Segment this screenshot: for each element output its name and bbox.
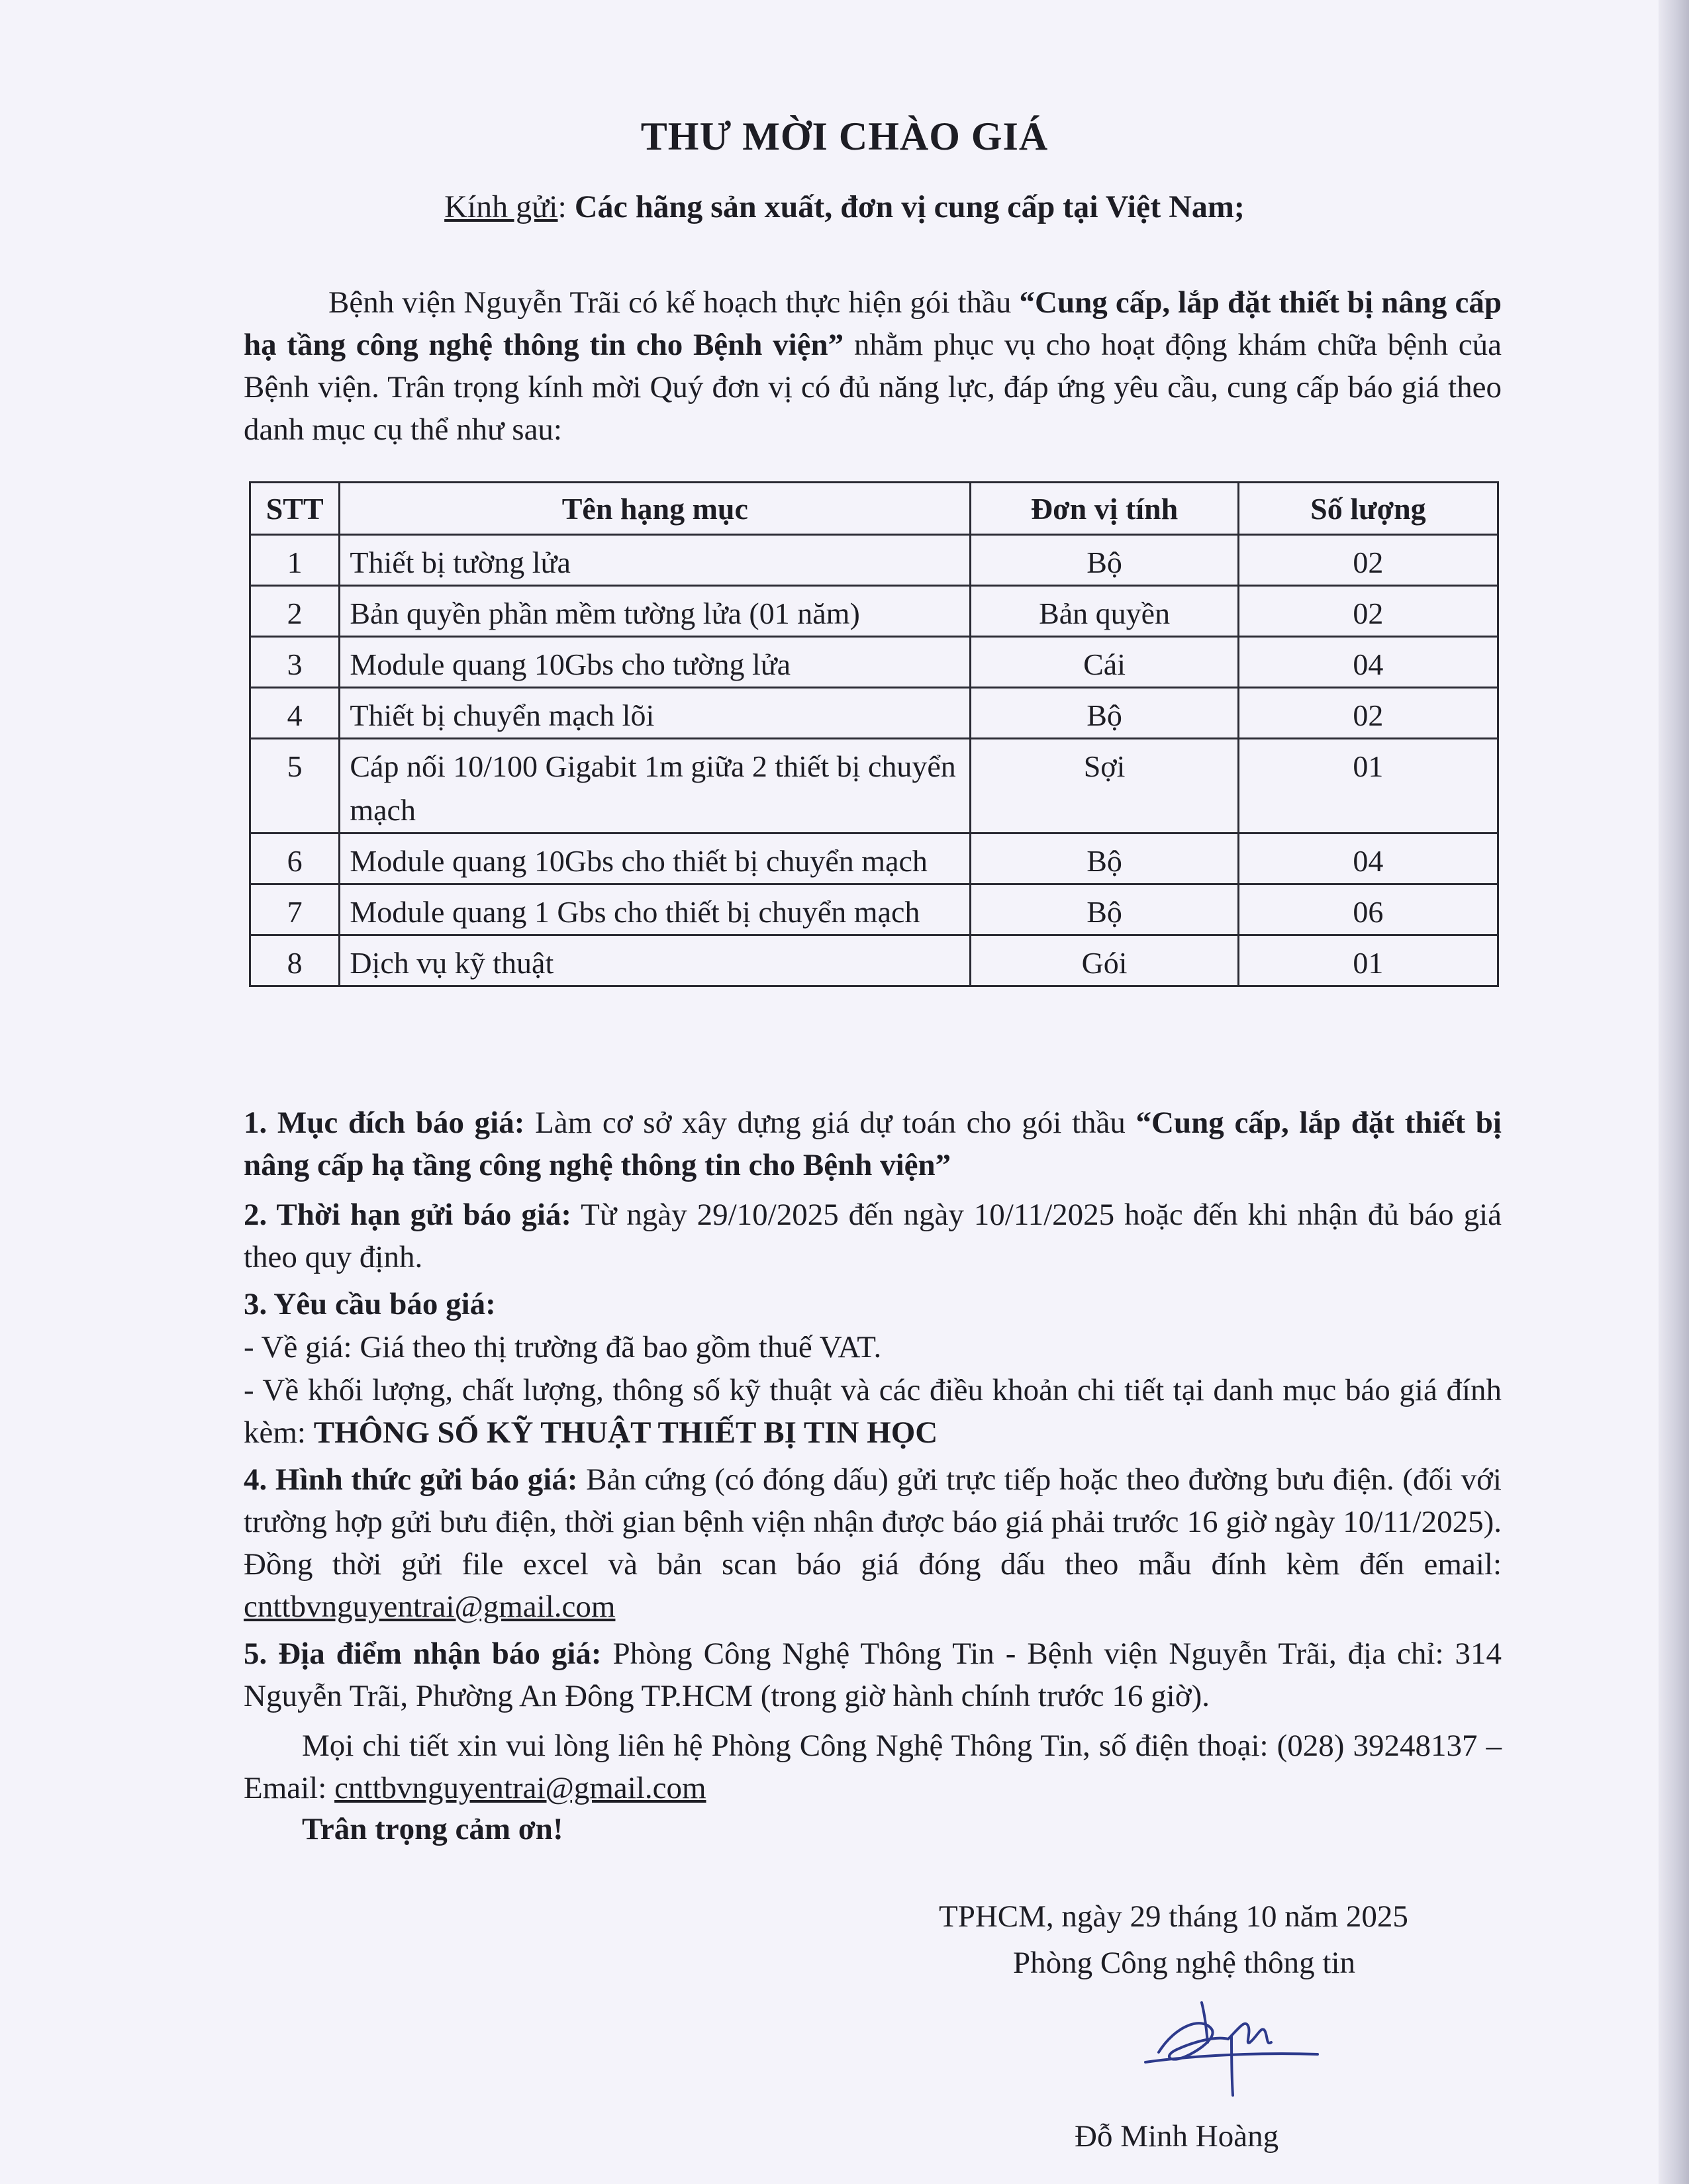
row-qty: 01 xyxy=(1238,935,1498,986)
signature-date: TPHCM, ngày 29 tháng 10 năm 2025 xyxy=(939,1899,1408,1934)
row-stt: 8 xyxy=(250,935,340,986)
signature-department: Phòng Công nghệ thông tin xyxy=(1013,1946,1356,1980)
row-name: Thiết bị chuyển mạch lõi xyxy=(340,688,971,739)
row-stt: 4 xyxy=(250,688,340,739)
section-requirements-label: 3. Yêu cầu báo giá: xyxy=(244,1287,496,1321)
page-edge xyxy=(1659,0,1689,2184)
row-stt: 6 xyxy=(250,833,340,884)
section-purpose-label: 1. Mục đích báo giá: xyxy=(244,1106,525,1140)
table-row xyxy=(250,935,1498,986)
row-qty: 02 xyxy=(1238,535,1498,586)
section-deadline-text: Từ ngày 29/10/2025 đến ngày 10/11/2025 hoặc đến khi nhận đủ báo giá theo quy định. xyxy=(244,1198,1502,1274)
row-stt: 2 xyxy=(250,586,340,637)
row-qty: 06 xyxy=(1238,884,1498,935)
recipient-separator: : xyxy=(557,189,575,224)
row-qty: 04 xyxy=(1238,637,1498,688)
contact-text: Mọi chi tiết xin vui lòng liên hệ Phòng Công Nghệ Thông Tin, số điện thoại: (028) 39248137 – Email: xyxy=(244,1729,1502,1805)
table-row xyxy=(250,688,1498,739)
header-name: Tên hạng mục xyxy=(340,483,971,535)
row-name: Bản quyền phần mềm tường lửa (01 năm) xyxy=(340,586,971,637)
section-location-label: 5. Địa điểm nhận báo giá: xyxy=(244,1637,602,1671)
row-stt: 7 xyxy=(250,884,340,935)
row-stt: 5 xyxy=(250,739,340,833)
contact-paragraph xyxy=(244,1725,1502,1809)
row-stt: 3 xyxy=(250,637,340,688)
requirement-price: - Về giá: Giá theo thị trường đã bao gồm thuế VAT. xyxy=(244,1330,882,1364)
row-unit: Sợi xyxy=(971,739,1239,833)
intro-paragraph xyxy=(244,281,1502,451)
intro-part1: Bệnh viện Nguyễn Trãi có kế hoạch thực hiện gói thầu xyxy=(328,285,1020,320)
row-name: Module quang 10Gbs cho tường lửa xyxy=(340,637,971,688)
table-row xyxy=(250,637,1498,688)
requirement-specs-attachment: THÔNG SỐ KỸ THUẬT THIẾT BỊ TIN HỌC xyxy=(313,1415,938,1450)
table-row xyxy=(250,739,1498,833)
row-unit: Bộ xyxy=(971,535,1239,586)
table-header-row xyxy=(250,483,1498,535)
row-name: Cáp nối 10/100 Gigabit 1m giữa 2 thiết bị chuyển mạch xyxy=(340,739,971,833)
section-location-text: Phòng Công Nghệ Thông Tin - Bệnh viện Nguyễn Trãi, địa chỉ: 314 Nguyễn Trãi, Phường An Đông TP.HCM (trong giờ hành chính trước 16 giờ). xyxy=(244,1637,1502,1713)
row-unit: Bộ xyxy=(971,833,1239,884)
requirement-specs xyxy=(244,1369,1502,1454)
row-qty: 02 xyxy=(1238,586,1498,637)
document-title: THƯ MỜI CHÀO GIÁ xyxy=(640,115,1049,158)
row-unit: Bộ xyxy=(971,884,1239,935)
row-qty: 01 xyxy=(1238,739,1498,833)
section-purpose-package: “Cung cấp, lắp đặt thiết bị nâng cấp hạ tầng công nghệ thông tin cho Bệnh viện” xyxy=(244,1106,1502,1182)
row-name: Module quang 10Gbs cho thiết bị chuyển mạch xyxy=(340,833,971,884)
row-stt: 1 xyxy=(250,535,340,586)
signer-name: Đỗ Minh Hoàng xyxy=(1075,2119,1279,2154)
section-deadline xyxy=(244,1194,1502,1278)
row-name: Dịch vụ kỹ thuật xyxy=(340,935,971,986)
row-unit: Bộ xyxy=(971,688,1239,739)
table-row xyxy=(250,884,1498,935)
header-stt: STT xyxy=(250,483,340,535)
row-unit: Cái xyxy=(971,637,1239,688)
row-name: Module quang 1 Gbs cho thiết bị chuyển mạch xyxy=(340,884,971,935)
row-name: Thiết bị tường lửa xyxy=(340,535,971,586)
section-location xyxy=(244,1633,1502,1717)
recipient-value: Các hãng sản xuất, đơn vị cung cấp tại Việt Nam; xyxy=(574,189,1245,224)
section-purpose-text: Làm cơ sở xây dựng giá dự toán cho gói thầu xyxy=(524,1106,1136,1140)
intro-package-name: “Cung cấp, lắp đặt thiết bị nâng cấp hạ tầng công nghệ thông tin cho Bệnh viện” xyxy=(244,285,1502,362)
section-purpose xyxy=(244,1102,1502,1186)
handwritten-signature xyxy=(1139,1989,1324,2102)
recipient-label: Kính gửi xyxy=(444,189,558,224)
table-row xyxy=(250,535,1498,586)
section-submission-text: Bản cứng (có đóng dấu) gửi trực tiếp hoặc theo đường bưu điện. (đối với trường hợp gửi bưu điện, thời gian bệnh viện nhận được báo giá phải trước 16 giờ ngày 10/11/2025). Đồng thời gửi file excel và bản scan báo giá đóng dấu theo mẫu đính kèm đến email: xyxy=(244,1462,1502,1582)
intro-part2: nhằm phục vụ cho hoạt động khám chữa bệnh của Bệnh viện. Trân trọng kính mời Quý đơn vị có đủ năng lực, đáp ứng yêu cầu, cung cấp báo giá theo danh mục cụ thể như sau: xyxy=(244,328,1502,447)
table-row xyxy=(250,586,1498,637)
items-table xyxy=(249,481,1499,987)
row-qty: 04 xyxy=(1238,833,1498,884)
contact-email-link[interactable]: cnttbvnguyentrai@gmail.com xyxy=(334,1771,706,1805)
row-unit: Bản quyền xyxy=(971,586,1239,637)
submission-email-link[interactable]: cnttbvnguyentrai@gmail.com xyxy=(244,1590,616,1624)
row-unit: Gói xyxy=(971,935,1239,986)
section-submission-label: 4. Hình thức gửi báo giá: xyxy=(244,1462,578,1497)
recipient-line xyxy=(0,189,1689,225)
requirement-specs-text: - Về khối lượng, chất lượng, thông số kỹ thuật và các điều khoản chi tiết tại danh mục báo giá đính kèm: xyxy=(244,1373,1502,1450)
header-unit: Đơn vị tính xyxy=(971,483,1239,535)
row-qty: 02 xyxy=(1238,688,1498,739)
section-deadline-label: 2. Thời hạn gửi báo giá: xyxy=(244,1198,572,1232)
closing-thanks: Trân trọng cảm ơn! xyxy=(302,1812,563,1846)
section-submission-method xyxy=(244,1458,1502,1628)
table-row xyxy=(250,833,1498,884)
header-qty: Số lượng xyxy=(1238,483,1498,535)
section-requirements-heading xyxy=(244,1283,1502,1325)
